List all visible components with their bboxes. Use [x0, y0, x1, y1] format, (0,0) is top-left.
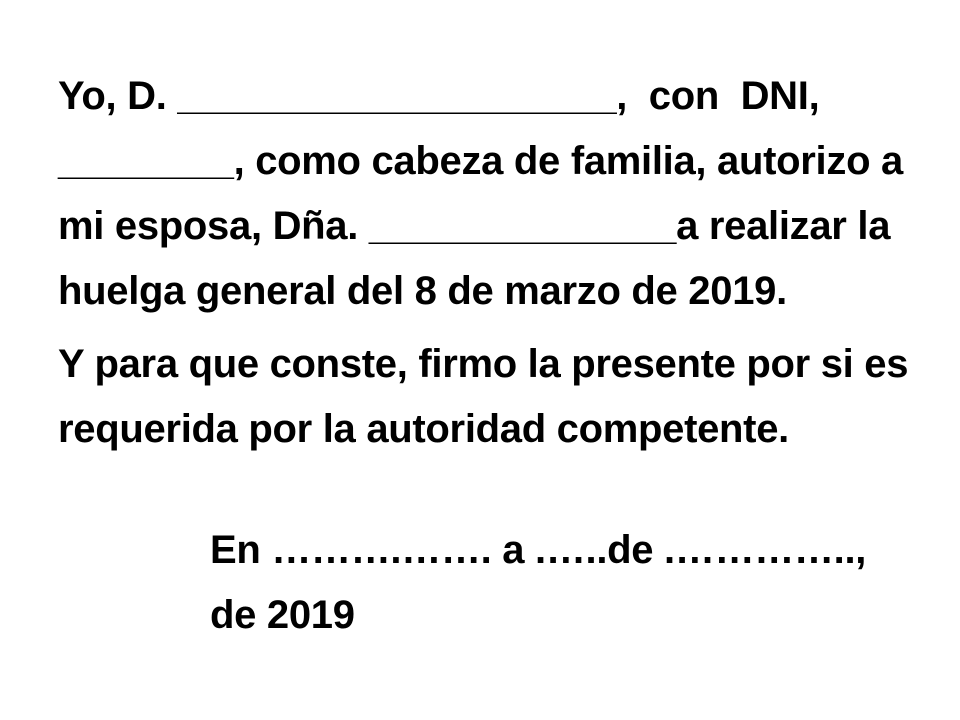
text-line-1: Yo, D. ____________________, con DNI,: [58, 74, 820, 118]
paragraph-authorization: [58, 64, 920, 324]
paragraph-attestation: [58, 332, 920, 462]
text-line-3: mi esposa, Dña. ______________a realizar la: [58, 204, 891, 248]
text-line-6: requerida por la autoridad competente.: [58, 407, 789, 451]
date-place-line: En ……….……. a .…..de .………….., de 2019: [210, 528, 877, 637]
text-line-5: Y para que conste, firmo la presente por si es: [58, 342, 909, 386]
text-line-4: huelga general del 8 de marzo de 2019.: [58, 269, 787, 313]
text-line-2: ________, como cabeza de familia, autorizo a: [58, 139, 903, 183]
